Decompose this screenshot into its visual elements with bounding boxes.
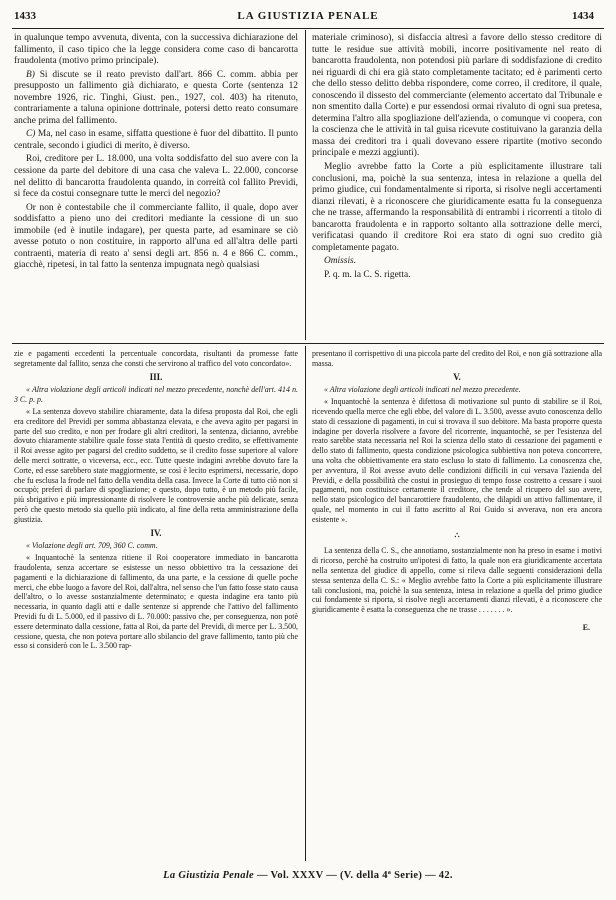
section-title: « Altra violazione degli articoli indicati nel mezzo precedente.: [324, 385, 521, 395]
paragraph: in qualunque tempo avvenuta, diventa, con la successiva dichiarazione del fallimento, il caso tipico che la legge considera come caso di bancarotta fraudolenta (motivo primo principale).: [14, 33, 298, 67]
paragraph: Roi, creditore per L. 18.000, una volta soddisfatto del suo avere con la cessione da parte del debitore di una casa che valeva L. 22.000, concorse nel delitto di bancarotta fraudolenta quando, in correità col fallito Previdi, si fece da costui consegnare tutte le merci del negozio?: [14, 154, 298, 200]
annotation-paragraph: La sentenza della C. S., che annotiamo, sostanzialmente non ha preso in esame i motivi di ricorso, perchè ha costruito un'ipotesi di fatto, la quale non era giuridicamente accertata nella sentenza del giudice di appello, come si rileva dalle seguenti considerazioni della stessa sentenza della C. S.: « Meglio avrebbe fatto la Corte a più esplicitamente illustrare tali conclusioni, ma, poichè la sua sentenza, intesa in relazione a quella del primo giudice cui fondamente si riporta, si risolve negli accertamenti dianzi rilevati, è a riconoscere che giuridicamente è esatta la conseguenza che ne trasse . . . . . . . ».: [312, 546, 602, 615]
column-divider-top: [305, 30, 306, 340]
section-heading: III.: [149, 371, 163, 382]
paragraph: B) Si discute se il reato previsto dall'art. 866 C. comm. abbia per presupposto un fallimento già dichiarato, e questa Corte (sentenza 12 novembre 1926, ric. Tinghi, Giust. pen., 1927, col. 403) ha ritenuto, contrariamente a taluna opinione dottrinale, potersi detto reato consumare anche prima del fallimento.: [14, 69, 298, 126]
top-right-column: [312, 33, 602, 339]
paragraph: Or non è contestabile che il commerciante fallito, il quale, dopo aver soddisfatto a pieno uno dei creditori mediante la cessione di un suo immobile (ed è inutile indagare), per questa parte, ad esaminare se ciò avesse potuto o non costituire, in rapporto all'una ed all'altra delle parti contraenti, materia di reato a' sensi degli art. 856 n. 4 e 866 C. comm., giacchè, ripetesi, in tal fatto la sentenza impugnata negò qualsiasi: [14, 202, 298, 271]
page-footer: [0, 870, 616, 881]
paragraph: Meglio avrebbe fatto la Corte a più esplicitamente illustrare tali conclusioni, ma, poichè la sua sentenza, intesa in relazione a quella del primo giudice, cui fondamentalmente si riporta, si risolve negli accertamenti dianzi rilevati, è a riconoscere che giuridicamente esatta fu la conseguenza che ne trasse, affermando la responsabilità di entrambi i ricorrenti a titolo di bancarotta fraudolenta e in rapporto soltanto alla sottrazione delle merci, verificatasi quando il creditore Roi era stato di ogni suo credito già completamente pagato.: [312, 162, 602, 253]
omissis: Omissis.: [324, 256, 357, 267]
paragraph: « Inquantochè la sentenza è difettosa di motivazione sul punto di stabilire se il Roi, ricevendo quella merce che egli ebbe, del valore di L. 3.500, avesse avuto conoscenza dello stato di cessazione di pagamenti, in cui si trovava il suo debitore. Ma basta proporre questa indagine per doverla risolvere a favore del ricorrente, inquantochè, se per l'esistenza del reato sarebbe stata necessaria nel Roi la scienza dello stato di cessazione dei pagamenti e dello stato di fallimento, questa condizione psicologica subbiettiva non poteva concorrere, una volta che obbiettivamente era stato escluso lo stato di fallimento. La conoscenza che, per avventura, il Roi avesse avuto delle condizioni difficili in cui versava l'azienda del Previdi, e della possibilità che costui in prosieguo di tempo fosse costretto a cessare i suoi pagamenti, non costituisce certamente il creditore, che tende al ricupero del suo avere, nello stato psicologico del bancarottiere fraudolento, che dilapidi un attivo fallimentare, il quale, nel momento in cui il fatto ascritto al Roi Guido si avverava, non era ancora esistente ».: [312, 397, 602, 524]
section-title: « Altra violazione degli articoli indicati nel mezzo precedente, nonchè dell'art. 414 n. 3 C. p. p.: [14, 385, 298, 405]
paragraph: « La sentenza dovevo stabilire chiaramente, data la difesa proposta dal Roi, che egli era creditore del Previdi per somma abbastanza elevata, e che aveva agito per pagarsi in parte del suo credito, e non per frodare gli altri creditori, la sentenza, dicianno, avrebbe dovuto chiaramente stabilire quale fosse stata l'entità di questo credito, se effettivamente il Roi avesse agito per pagarsi del credito suddetto, se il credito fosse superiore al valore delle merci sottratte, o viceversa, ecc., ecc. Tutte queste indagini avrebbe dovuto fare la Corte, ed esse sarebbero state maggiormente, se così è lecito esprimersi, necessarie, dopo che fu esclusa la frode nel fatto della vendita della casa. Invece la Corte di tutto ciò non si occupò; preferì di parlare di spogliazione; e questo, dopo tutto, è un metodo più facile, più sbrigativo e più impressionante di risolvere le controversie anche più delicate, senza però che questo metodo sia quello più indicato, al fine della retta amministrazione della giustizia.: [14, 406, 298, 524]
top-left-column: [14, 33, 298, 339]
bottom-left-column: [14, 349, 298, 860]
page-header: [0, 10, 616, 26]
paragraph: presentano il corrispettivo di una piccola parte del credito del Roi, e non già sottrazione alla massa.: [312, 349, 602, 368]
footer-journal: La Giustizia Penale: [163, 870, 255, 881]
separator-glyph: ∴: [454, 530, 460, 540]
signature: E.: [582, 622, 590, 632]
paragraph: « Inquantochè la sentenza ritiene il Roi cooperatore immediato in bancarotta fraudolenta, senza accertare se esistesse un nesso obbiettivo tra la cessazione dei pagamenti e la dichiarazione di fallimento, da una parte, e la cessione di quelle poche merci, che ebbe luogo a favore del Roi, dall'altra, nel senso che l'un fatto fosse stato causa dell'altro, o lo avesse sostanzialmente determinato; e questa indagine era tanto più necessaria, in quanto dagli atti e dalle sentenze si apprende che l'attivo del fallimento Previdi fu di L. 5.000, ed il passivo di L. 70.000: passivo che, per conseguenza, non potè essere determinato dalla cessione, fatta al Roi, da parte del Previdi, di merce per L. 3.500, cessione, questa, che non poteva portare allo sbilancio del grave fallimento, tanto più che esso si considerò con le L. 3.500 rap-: [14, 553, 298, 651]
page-number-right: 1434: [572, 10, 594, 22]
verdict: P. q. m. la C. S. rigetta.: [324, 269, 411, 280]
footer-volume: — Vol. XXXV — (V. della 4ª Serie) — 42.: [256, 870, 453, 881]
header-rule: [12, 28, 604, 29]
section-heading: IV.: [150, 527, 162, 538]
column-divider-bottom: [305, 346, 306, 861]
paragraph: C) Ma, nel caso in esame, siffatta questione è fuor del dibattito. Il punto centrale, secondo i giudici di merito, è diverso.: [14, 129, 298, 151]
bottom-right-column: [312, 349, 602, 860]
section-rule: [12, 343, 604, 344]
paragraph: materiale criminoso), si disfaccia altresì a favore dello stesso creditore di tutte le residue sue attività mobili, incorre positivamente nel reato di bancarotta fraudolenta, non potendosi più parlare di soddisfazione di credito nei riguardi di chi era già stato completamente tacitato; ed è parimenti certo che dello stesso delitto debba rispondere, come correo, il creditore, il quale, conoscendo il dissesto del commerciante (elemento accertato dal Tribunale e non smentito dalla Corte) e pur essendosi ormai rivaluto di ogni sua pretesa, determina l'altro alla spogliazione dell'azienda, o comunque vi coopera, con la coscienza che le attività in tal guisa ricevute costituivano la garanzia della massa dei creditori tra i quali dovevano essere ripartite (motivo secondo principale e mezzi aggiunti).: [312, 33, 602, 159]
section-title: « Violazione degli art. 709, 360 C. comm.: [26, 541, 158, 551]
paragraph: zie e pagamenti eccedenti la percentuale concordata, risultanti da promesse fatte segretamente dal fallito, senza che consti che servirono al traffico del voto concordato».: [14, 349, 298, 368]
page-number-left: 1433: [14, 10, 36, 22]
journal-title: LA GIUSTIZIA PENALE: [237, 10, 379, 22]
section-heading: V.: [453, 371, 461, 382]
